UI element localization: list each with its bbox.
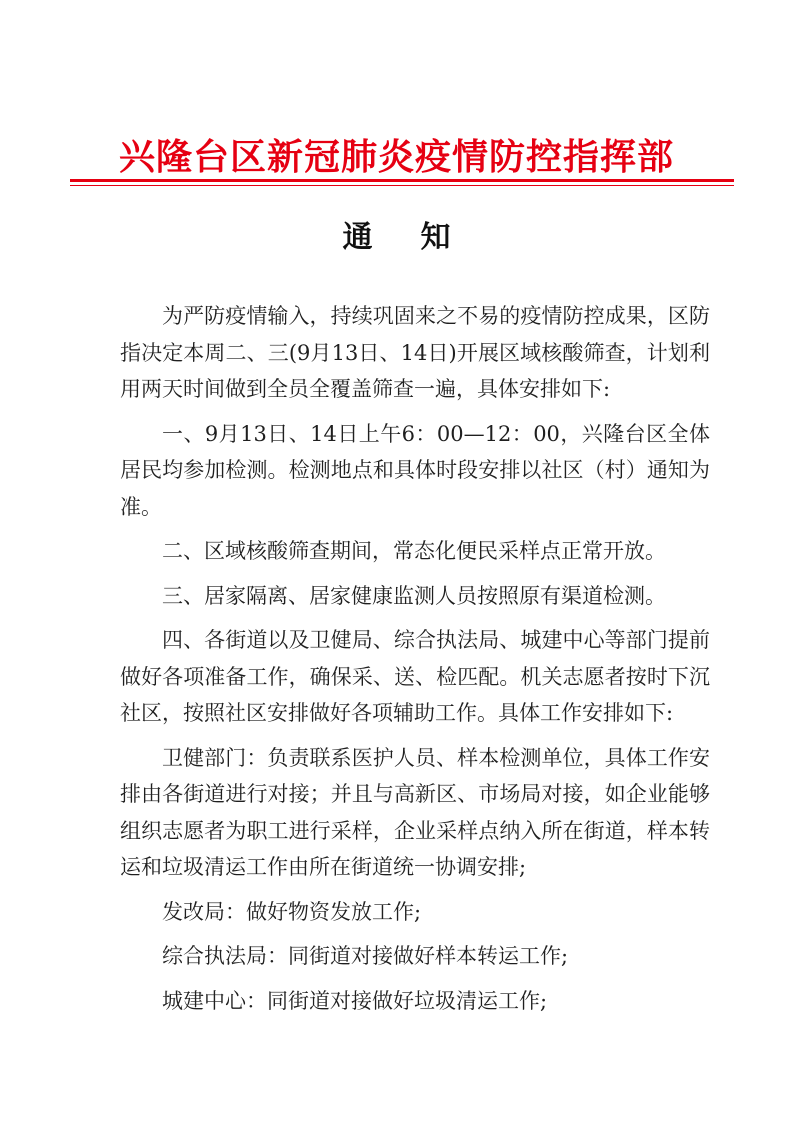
paragraph-item-3: 三、居家隔离、居家健康监测人员按照原有渠道检测。 xyxy=(162,583,666,608)
paragraph-intro: 为严防疫情输入，持续巩固来之不易的疫情防控成果，区防指决定本周二、三(9月13日、14日)开展区域核酸筛查，计划利用两天时间做到全员全覆盖筛查一遍，具体安排如下: xyxy=(120,304,710,401)
paragraph-item-2: 二、区域核酸筛查期间，常态化便民采样点正常开放。 xyxy=(162,539,666,563)
paragraph-development-bureau: 发改局：做好物资发放工作; xyxy=(162,899,422,924)
paragraph-item-1: 一、9月13日、14日上午6：00—12：00，兴隆台区全体居民均参加检测。检测地点和具体时段安排以社区（村）通知为准。 xyxy=(120,421,710,519)
paragraph-enforcement-bureau: 综合执法局：同街道对接做好样本转运工作; xyxy=(162,944,569,968)
letterhead-title: 兴隆台区新冠肺炎疫情防控指挥部 xyxy=(118,137,674,178)
letterhead-rule-thick xyxy=(70,179,734,182)
paragraph-urban-construction-center: 城建中心：同街道对接做好垃圾清运工作; xyxy=(162,988,548,1013)
paragraph-item-4: 四、各街道以及卫健局、综合执法局、城建中心等部门提前做好各项准备工作，确保采、送、检匹配。机关志愿者按时下沉社区，按照社区安排做好各项辅助工作。具体工作安排如下: xyxy=(120,628,710,725)
paragraph-health-dept: 卫健部门：负责联系医护人员、样本检测单位，具体工作安排由各街道进行对接；并且与高新区、市场局对接，如企业能够组织志愿者为职工进行采样，企业采样点纳入所在街道，样本转运和垃圾清运工作由所在街道统一协调安排; xyxy=(120,745,710,879)
letterhead-rule-thin xyxy=(70,185,734,186)
notice-title: 通知 xyxy=(342,220,499,255)
notice-body xyxy=(120,298,710,1027)
